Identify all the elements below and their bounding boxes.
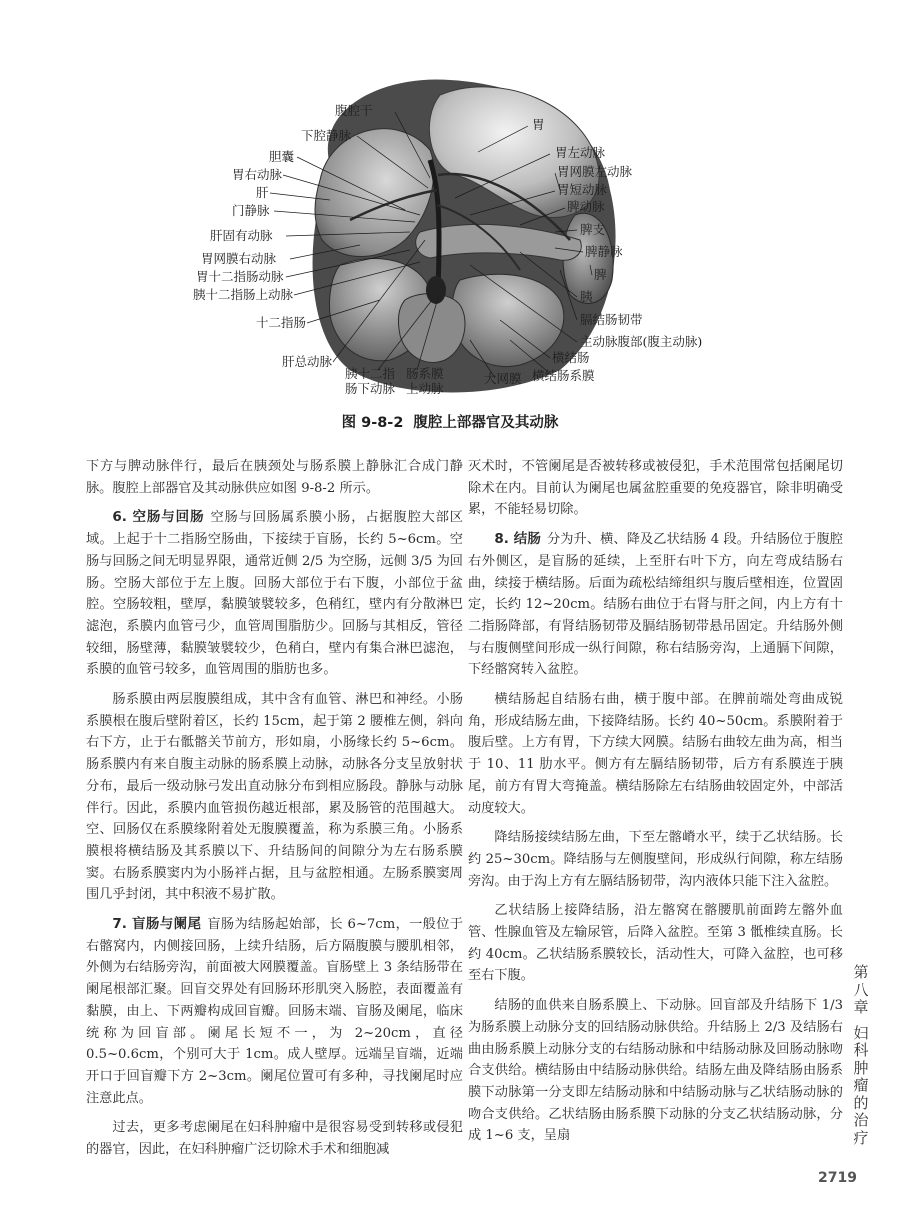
label-gan: 肝 — [256, 185, 269, 200]
paragraph-transverse-colon: 横结肠起自结肠右曲，横于腹中部。在脾前端处弯曲成锐角，形成结肠左曲，下接降结肠。长约 40~50cm。系膜附着于腹后壁。上方有胃，下方续大网膜。结肠右曲较左曲为高，相当于 10、11 肋水平。侧方有左膈结肠韧带，后方有系膜连于胰尾，前方有胃大弯掩盖。横结肠除左右结肠曲较固定外，中部活动度较大。 — [468, 692, 843, 816]
label-wei-shierzhichang-dongmai: 胃十二指肠动脉 — [196, 269, 284, 284]
label-hengjiechang: 横结肠 — [552, 350, 590, 365]
label-xiaqiang-jingmai: 下腔静脉 — [301, 128, 352, 143]
figure-caption-title: 腹腔上部器官及其动脉 — [413, 415, 559, 431]
label-yi-shierzhichang-xia-dongmai — [345, 366, 395, 396]
label-gejiechang-rendai: 膈结肠韧带 — [580, 312, 643, 327]
label-ganzong-dongmai: 肝总动脉 — [282, 354, 333, 369]
label-pi-dongmai: 脾动脉 — [567, 199, 605, 214]
label-yi-shierzhichang-xia-line2: 肠下动脉 — [345, 381, 396, 396]
paragraph-mesentery: 肠系膜由两层腹膜组成，其中含有血管、淋巴和神经。小肠系膜根在腹后壁附着区，长约 15cm，起于第 2 腰椎左侧，斜向右下方，止于右骶髂关节前方，形如扇，小肠缘长约 5~6cm。肠系膜内有来自腹主动脉的肠系膜上动脉，动脉各分支呈放射状分布，最后一级动脉弓发出直动脉分布到相应肠段。静脉与动脉伴行。因此，系膜内血管损伤越近根部，累及肠管的范围越大。空、回肠仅在系膜缘附着处无腹膜覆盖，称为系膜三角。小肠系膜根将横结肠及其系膜以下、升结肠间的间隙分为左右肠系膜窦。右肠系膜窦内为小肠袢占据，且与盆腔相通。左肠系膜窦周围几乎封闭，其中积液不易扩散。 — [86, 692, 463, 903]
paragraph-descending-colon: 降结肠接续结肠左曲，下至左髂嵴水平，续于乙状结肠。长约 25~30cm。降结肠与左侧腹壁间，形成纵行间隙，称左结肠旁沟。由于沟上方有左膈结肠韧带，沟内液体只能下注入盆腔。 — [468, 830, 843, 889]
paragraph-sigmoid-colon: 乙状结肠上接降结肠，沿左髂窝在髂腰肌前面跨左髂外血管、性腺血管及左输尿管，后降入盆腔。至第 3 骶椎续直肠。长约 40cm。乙状结肠系膜较长，活动性大，可降入盆腔，也可移至右下腹。 — [468, 903, 843, 984]
label-weiwangmo-you-dongmai: 胃网膜右动脉 — [201, 251, 277, 266]
label-pizhi: 脾支 — [580, 222, 606, 237]
section-heading-jejunum-ileum: 6. 空肠与回肠 — [112, 509, 205, 526]
section-jejunum-ileum — [86, 507, 463, 681]
section-colon — [468, 529, 843, 681]
section-text-colon: 分为升、横、降及乙状结肠 4 段。升结肠位于腹腔右外侧区，是盲肠的延续，上至肝右叶下方，向左弯成结肠右曲，续接于横结肠。后面为疏松结缔组织与腹后壁相连，位置固定，长约 12~20cm。结肠右曲位于右肾与肝之间，内上方有十二指肠降部，有肾结肠韧带及膈结肠韧带悬吊固定。升结肠外侧与右腹侧壁间形成一纵行间隙，称右结肠旁沟，上通膈下间隙，下经髂窝转入盆腔。 — [468, 532, 843, 678]
label-weizuo-dongmai: 胃左动脉 — [555, 145, 606, 160]
section-cecum-appendix — [86, 914, 463, 1109]
label-shierzhichang: 十二指肠 — [256, 315, 307, 330]
label-fuqiang-gan: 腹腔干 — [335, 103, 373, 118]
section-heading-colon: 8. 结肠 — [494, 531, 541, 548]
chapter-title: 妇科肿瘤的治疗 — [853, 1023, 869, 1147]
label-menjingmai: 门静脉 — [232, 203, 270, 218]
paragraph-portal-vein: 下方与脾动脉伴行，最后在胰颈处与肠系膜上静脉汇合成门静脉。腹腔上部器官及其动脉供应如图 9-8-2 所示。 — [86, 459, 463, 496]
label-zhudongmai-fubu: 主动脉腹部(腹主动脉) — [580, 334, 703, 349]
label-hengjiechang-ximo: 横结肠系膜 — [532, 368, 595, 383]
right-column — [468, 456, 843, 1147]
paragraph-appendix-history: 过去，更多考虑阑尾在妇科肿瘤中是很容易受到转移或侵犯的器官，因此，在妇科肿瘤广泛切除术手术和细胞减 — [86, 1120, 463, 1158]
chapter-margin-tab — [852, 964, 870, 1147]
label-dawangmo: 大网膜 — [484, 371, 522, 386]
label-gangu-you-dongmai: 肝固有动脉 — [210, 228, 273, 243]
label-weiwangmo-zuo-dongmai: 胃网膜左动脉 — [557, 164, 633, 179]
label-pi-jingmai: 脾静脉 — [585, 244, 623, 259]
anatomy-illustration — [0, 0, 900, 440]
label-wei: 胃 — [532, 117, 545, 132]
label-changximo-shang-line1: 肠系膜 — [406, 366, 444, 381]
paragraph-appendix-continued: 灭术时，不管阑尾是否被转移或被侵犯，手术范围常包括阑尾切除术在内。目前认为阑尾也属盆腔重要的免疫器官，除非明确受累，不能轻易切除。 — [468, 459, 843, 518]
left-column — [86, 456, 463, 1161]
figure-caption-number: 图 9-8-2 — [341, 415, 404, 431]
section-heading-cecum-appendix: 7. 盲肠与阑尾 — [112, 916, 202, 933]
section-text-cecum-appendix: 盲肠为结肠起始部，长 6~7cm，一般位于右髂窝内，内侧接回肠，上续升结肠，后方隔腹膜与腰肌相邻，外侧为右结肠旁沟，前面被大网膜覆盖。盲肠壁上 3 条结肠带在阑尾根部汇聚。回盲交界处有回肠环形肌突入肠腔，表面覆盖有黏膜，由上、下两瓣构成回盲瓣。回肠末端、盲肠及阑尾，临床统称为回盲部。阑尾长短不一，为 2~20cm，直径 0.5~0.6cm，个别可大于 1cm。成人壁厚。远端呈盲端，近端开口于回盲瓣下方 2~3cm。阑尾位置可有多种，寻找阑尾时应注意此点。 — [86, 917, 463, 1106]
label-yi-shierzhichang-xia-line1: 胰十二指 — [345, 366, 396, 381]
chapter-number: 第八章 — [853, 963, 869, 1016]
label-dannang: 胆囊 — [269, 149, 295, 164]
paragraph-colon-blood-supply: 结肠的血供来自肠系膜上、下动脉。回盲部及升结肠下 1/3 为肠系膜上动脉分支的回结肠动脉供给。升结肠上 2/3 及结肠右曲由肠系膜上动脉分支的右结肠动脉和中结肠动脉及回肠动脉吻合支供给。横结肠由中结肠动脉供给。结肠左曲及降结肠由肠系膜下动脉第一分支即左结肠动脉和中结肠动脉与乙状结肠动脉的吻合支供给。乙状结肠由肠系膜下动脉的分支乙状结肠动脉，分成 1~6 支，呈扇 — [468, 998, 843, 1144]
label-pi: 脾 — [594, 267, 607, 282]
page-number: 2719 — [818, 1170, 857, 1186]
label-weiyou-dongmai: 胃右动脉 — [232, 167, 283, 182]
label-changximo-shang-line2: 上动脉 — [406, 381, 444, 396]
anatomy-figure — [0, 0, 900, 440]
label-yi: 胰 — [580, 289, 593, 304]
section-text-jejunum-ileum: 空肠与回肠属系膜小肠，占据腹腔大部区域。上起于十二指肠空肠曲，下接续于盲肠，长约 5~6cm。空肠与回肠之间无明显界限，通常近侧 2/5 为空肠，远侧 3/5 为回肠。空肠大部位于左上腹。回肠大部位于右下腹，小部位于盆腔。空肠较粗，壁厚，黏膜皱襞较多，色稍红，壁内有分散淋巴滤泡，系膜内血管弓少，血管周围脂肪少。回肠与其相反，管径较细，肠壁薄，黏膜皱襞较少，色稍白，壁内有集合淋巴滤泡，系膜的血管弓较多，血管周围的脂肪也多。 — [86, 510, 463, 678]
label-weiduan-dongmai: 胃短动脉 — [557, 182, 608, 197]
label-changximo-shang-dongmai — [406, 366, 444, 396]
label-yi-shierzhichang-shang-dongmai: 胰十二指肠上动脉 — [193, 287, 294, 302]
figure-caption — [0, 411, 900, 432]
